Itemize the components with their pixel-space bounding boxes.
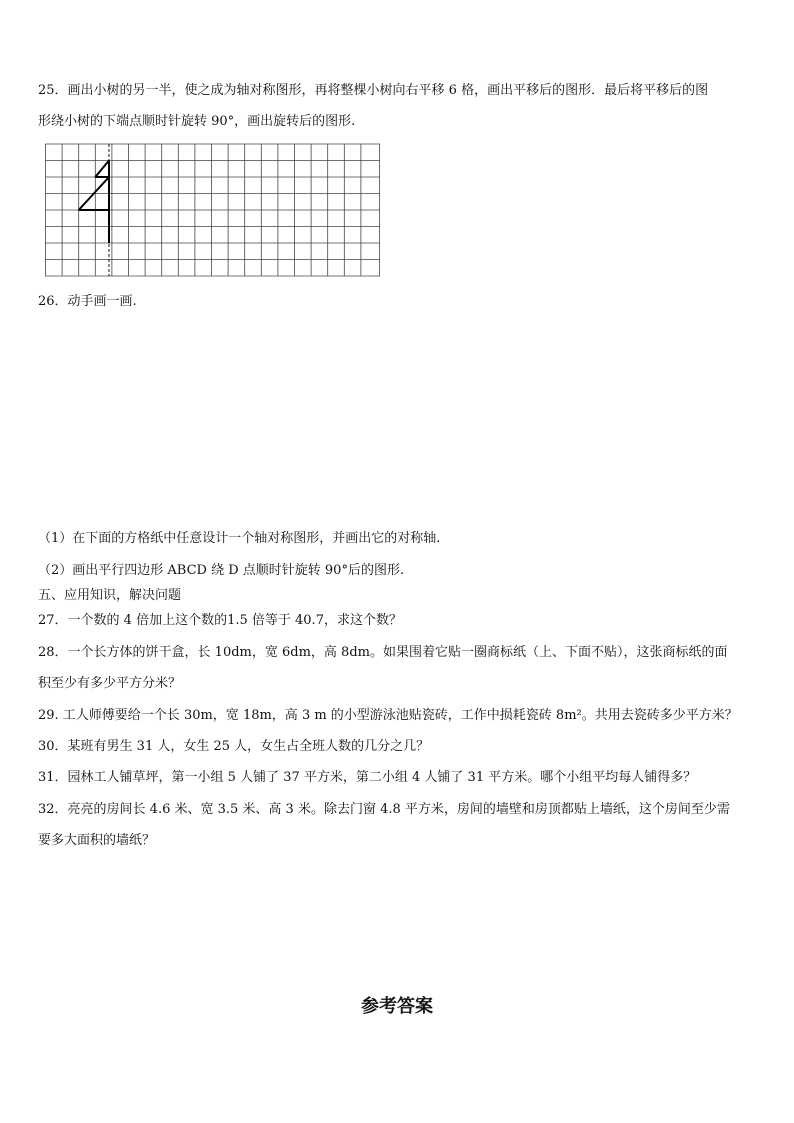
q29-text: 29. 工人师傅要给一个长 30m，宽 18m，高 3 m 的小型游泳池贴瓷砖，工作中损耗瓷砖 8m²。共用去瓷砖多少平方米？ xyxy=(38,708,738,723)
q26-part1: （1）在下面的方格纸中任意设计一个轴对称图形，并画出它的对称轴. xyxy=(38,531,441,546)
q27-text: 27．一个数的 4 倍加上这个数的1.5 倍等于 40.7，求这个数？ xyxy=(38,613,402,628)
q26-heading: 26．动手画一画. xyxy=(38,294,137,309)
q30-text: 30．某班有男生 31 人，女生 25 人，女生占全班人数的几分之几？ xyxy=(38,739,430,754)
q31-text: 31．园林工人铺草坪，第一小组 5 人铺了 37 平方米，第二小组 4 人铺了 31 平方米。哪个小组平均每人铺得多？ xyxy=(38,770,697,785)
q28-line1: 28．一个长方体的饼干盒，长 10dm，宽 6dm，高 8dm。如果围着它贴一圈商标纸（上、下面不贴），这张商标纸的面 xyxy=(38,645,728,660)
q25-line2: 形绕小树的下端点顺时针旋转 90°，画出旋转后的图形. xyxy=(38,114,356,129)
tree-half-shape xyxy=(79,161,109,244)
q26-part2: （2）画出平行四边形 ABCD 绕 D 点顺时针旋转 90°后的图形. xyxy=(38,563,405,578)
q28-line2: 积至少有多少平方分米？ xyxy=(38,676,182,691)
q25-line1: 25．画出小树的另一半，使之成为轴对称图形，再将整棵小树向右平移 6 格，画出平移后的图形．最后将平移后的图 xyxy=(38,83,709,98)
q32-line1: 32．亮亮的房间长 4.6 米、宽 3.5 米、高 3 米。除去门窗 4.8 平方米，房间的墙壁和房顶都贴上墙纸，这个房间至少需 xyxy=(38,802,730,817)
q32-line2: 要多大面积的墙纸？ xyxy=(38,833,156,848)
section5-heading: 五、应用知识，解决问题 xyxy=(38,588,182,603)
grid-paper-with-tree xyxy=(45,143,383,277)
answer-title: 参考答案 xyxy=(361,996,433,1017)
